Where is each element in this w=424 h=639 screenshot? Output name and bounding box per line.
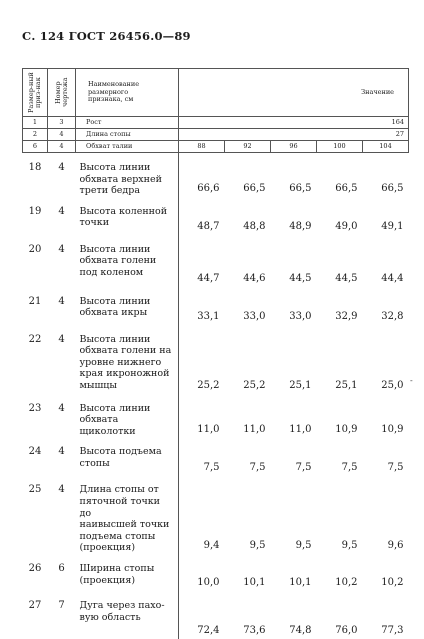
row-param-id: 26 bbox=[28, 562, 42, 574]
row-description-line: Ширина стопы bbox=[79, 562, 155, 574]
row-description-line: Дуга через пахо- bbox=[79, 599, 165, 611]
row-value: 32,8 bbox=[381, 311, 404, 323]
table-row bbox=[23, 197, 409, 235]
row-description-line: обхвата голени на bbox=[79, 345, 172, 357]
subheader-height-row bbox=[23, 117, 409, 129]
row-drawing-no: 4 bbox=[58, 402, 65, 414]
row-value: 25,1 bbox=[289, 380, 312, 392]
row-description-line: обхвата голени bbox=[79, 255, 157, 267]
waist-size-value: 96 bbox=[271, 141, 317, 153]
row-description-line: Высота линии bbox=[79, 402, 151, 414]
row-value: 33,1 bbox=[179, 287, 225, 325]
subheader-value: 164 bbox=[179, 117, 409, 129]
row-value: 66,5 bbox=[243, 183, 266, 195]
row-drawing-no: 4 bbox=[58, 333, 65, 345]
row-description-line: края икроножной bbox=[79, 368, 170, 380]
row-value: 10,9 bbox=[381, 423, 404, 435]
row-value: 25,2 bbox=[179, 325, 225, 394]
row-description-line: Длина стопы от bbox=[79, 484, 159, 496]
row-description bbox=[76, 437, 179, 475]
row-drawing-no: 4 bbox=[58, 484, 65, 496]
table-row bbox=[23, 325, 409, 394]
row-value: 7,5 bbox=[295, 461, 312, 473]
row-value: 11,0 bbox=[179, 394, 225, 438]
row-description-line: стопы bbox=[79, 458, 110, 470]
table-row bbox=[23, 153, 409, 197]
header-value: Значение bbox=[179, 69, 409, 117]
waist-size-value: 100 bbox=[317, 141, 363, 153]
waist-size-value: 104 bbox=[363, 141, 409, 153]
row-description-line: Высота линии bbox=[79, 295, 151, 307]
row-description-line: Высота линии bbox=[79, 243, 151, 255]
header-param-size bbox=[23, 69, 48, 117]
row-value: 25,1 bbox=[335, 380, 358, 392]
table-row bbox=[23, 235, 409, 287]
row-value: 10,0 bbox=[179, 554, 225, 591]
header-param-name bbox=[76, 69, 179, 117]
row-drawing-no: 4 bbox=[58, 446, 65, 458]
row-value: 11,0 bbox=[289, 423, 312, 435]
subheader-cell: 2 bbox=[23, 129, 48, 141]
header-drawing-no-text: Номер чертежа bbox=[53, 77, 69, 108]
row-drawing-no: 4 bbox=[58, 205, 65, 217]
row-value: 48,9 bbox=[289, 221, 312, 233]
subheader-cell: 6 bbox=[23, 141, 48, 153]
row-value: 48,8 bbox=[243, 221, 266, 233]
row-description-line: подъема стопы bbox=[79, 530, 156, 542]
row-value: 33,0 bbox=[289, 311, 312, 323]
row-description bbox=[76, 235, 179, 287]
header-param-name-line: размерного bbox=[88, 87, 129, 96]
header-param-name-line: признака, см bbox=[88, 95, 134, 104]
row-description-line: Высота коленной bbox=[79, 205, 168, 217]
row-drawing-no: 4 bbox=[58, 295, 65, 307]
table-row bbox=[23, 554, 409, 591]
row-description-line: обхвата щиколотки bbox=[79, 414, 136, 437]
row-value: 44,5 bbox=[335, 273, 358, 285]
measurements-table bbox=[22, 68, 409, 639]
row-param-id: 23 bbox=[28, 402, 42, 414]
row-value: 44,5 bbox=[289, 273, 312, 285]
subheader-cell: 4 bbox=[48, 141, 76, 153]
row-value: 7,5 bbox=[341, 461, 358, 473]
row-value: 10,1 bbox=[243, 577, 266, 589]
waist-size-value: 88 bbox=[179, 141, 225, 153]
subheader-value: 27 bbox=[179, 129, 409, 141]
row-drawing-no: 6 bbox=[58, 562, 65, 574]
row-value: 9,5 bbox=[295, 540, 312, 552]
table-row bbox=[23, 475, 409, 553]
subheader-label: Длина стопы bbox=[76, 129, 179, 141]
row-value: 32,9 bbox=[335, 311, 358, 323]
subheader-label: Рост bbox=[76, 117, 179, 129]
subheader-waist-row bbox=[23, 141, 409, 153]
row-value: 72,4 bbox=[179, 591, 225, 639]
row-value: 77,3 bbox=[381, 625, 404, 637]
row-value: 7,5 bbox=[387, 461, 404, 473]
row-description bbox=[76, 325, 179, 394]
table-row bbox=[23, 394, 409, 438]
row-value: 10,2 bbox=[381, 577, 404, 589]
row-value: 10,2 bbox=[335, 577, 358, 589]
page-header: С. 124 ГОСТ 26456.0—89 bbox=[22, 29, 191, 43]
row-param-id: 18 bbox=[28, 162, 42, 173]
table-header-row bbox=[23, 69, 409, 117]
row-value: 10,9 bbox=[335, 423, 358, 435]
row-value: 44,6 bbox=[243, 273, 266, 285]
row-param-id: 25 bbox=[28, 484, 42, 496]
row-description-line: точки bbox=[79, 217, 110, 229]
row-value: 66,6 bbox=[179, 153, 225, 197]
row-param-id: 20 bbox=[28, 243, 42, 255]
row-description-line: (проекция) bbox=[79, 574, 136, 586]
table-row bbox=[23, 287, 409, 325]
row-value: 44,4 bbox=[381, 273, 404, 285]
row-value: 9,6 bbox=[387, 540, 404, 552]
subheader-cell: 4 bbox=[48, 129, 76, 141]
row-description-line: пяточной точки до bbox=[79, 496, 161, 519]
row-value: 9,4 bbox=[179, 475, 225, 553]
row-description-line: под коленом bbox=[79, 266, 144, 278]
row-description bbox=[76, 475, 179, 553]
table-body bbox=[23, 153, 409, 639]
subheader-cell: 3 bbox=[48, 117, 76, 129]
row-drawing-no: 4 bbox=[58, 243, 65, 255]
row-description-line: вую область bbox=[79, 611, 141, 623]
row-description-line: Высота подъема bbox=[79, 446, 162, 458]
row-description bbox=[76, 197, 179, 235]
margin-mark: - bbox=[410, 376, 413, 385]
row-value: 44,7 bbox=[179, 235, 225, 287]
header-param-size-text: Размер-ный приз-нак bbox=[27, 72, 42, 113]
row-drawing-no: 7 bbox=[58, 599, 65, 611]
row-value: 48,7 bbox=[179, 197, 225, 235]
subheader-label: Обхват талии bbox=[76, 141, 179, 153]
row-value: 66,5 bbox=[381, 183, 404, 195]
row-value: 66,5 bbox=[335, 183, 358, 195]
row-value: 49,1 bbox=[381, 221, 404, 233]
row-value: 49,0 bbox=[335, 221, 358, 233]
subheader-foot-row bbox=[23, 129, 409, 141]
row-description-line: мышцы bbox=[79, 380, 117, 392]
row-value: 9,5 bbox=[249, 540, 266, 552]
row-description bbox=[76, 153, 179, 197]
header-param-name-line: Наименование bbox=[88, 80, 140, 89]
row-param-id: 27 bbox=[28, 599, 42, 611]
header-drawing-no bbox=[48, 69, 76, 117]
row-value: 11,0 bbox=[243, 423, 266, 435]
row-param-id: 19 bbox=[28, 205, 42, 217]
row-value: 76,0 bbox=[335, 625, 358, 637]
row-description-line: обхвата верхней bbox=[79, 173, 162, 185]
row-description-line: уровне нижнего bbox=[79, 356, 162, 368]
row-param-id: 22 bbox=[28, 333, 42, 345]
row-description bbox=[76, 394, 179, 438]
row-drawing-no: 4 bbox=[58, 162, 65, 173]
row-description-line: (проекция) bbox=[79, 542, 136, 554]
table-row bbox=[23, 437, 409, 475]
row-description-line: Высота линии bbox=[79, 162, 151, 173]
waist-size-value: 92 bbox=[225, 141, 271, 153]
row-description-line: трети бедра bbox=[79, 185, 141, 197]
row-value: 7,5 bbox=[179, 437, 225, 475]
row-description bbox=[76, 554, 179, 591]
row-value: 66,5 bbox=[289, 183, 312, 195]
row-description-line: Высота линии bbox=[79, 333, 151, 345]
row-value: 25,0 bbox=[381, 380, 404, 392]
row-value: 9,5 bbox=[341, 540, 358, 552]
row-param-id: 21 bbox=[28, 295, 42, 307]
row-description bbox=[76, 287, 179, 325]
row-value: 25,2 bbox=[243, 380, 266, 392]
row-value: 74,8 bbox=[289, 625, 312, 637]
subheader-cell: 1 bbox=[23, 117, 48, 129]
row-param-id: 24 bbox=[28, 446, 42, 458]
row-value: 7,5 bbox=[249, 461, 266, 473]
row-value: 10,1 bbox=[289, 577, 312, 589]
row-value: 73,6 bbox=[243, 625, 266, 637]
row-description-line: обхвата икры bbox=[79, 307, 148, 319]
row-value: 33,0 bbox=[243, 311, 266, 323]
row-description-line: наивысшей точки bbox=[79, 519, 170, 531]
